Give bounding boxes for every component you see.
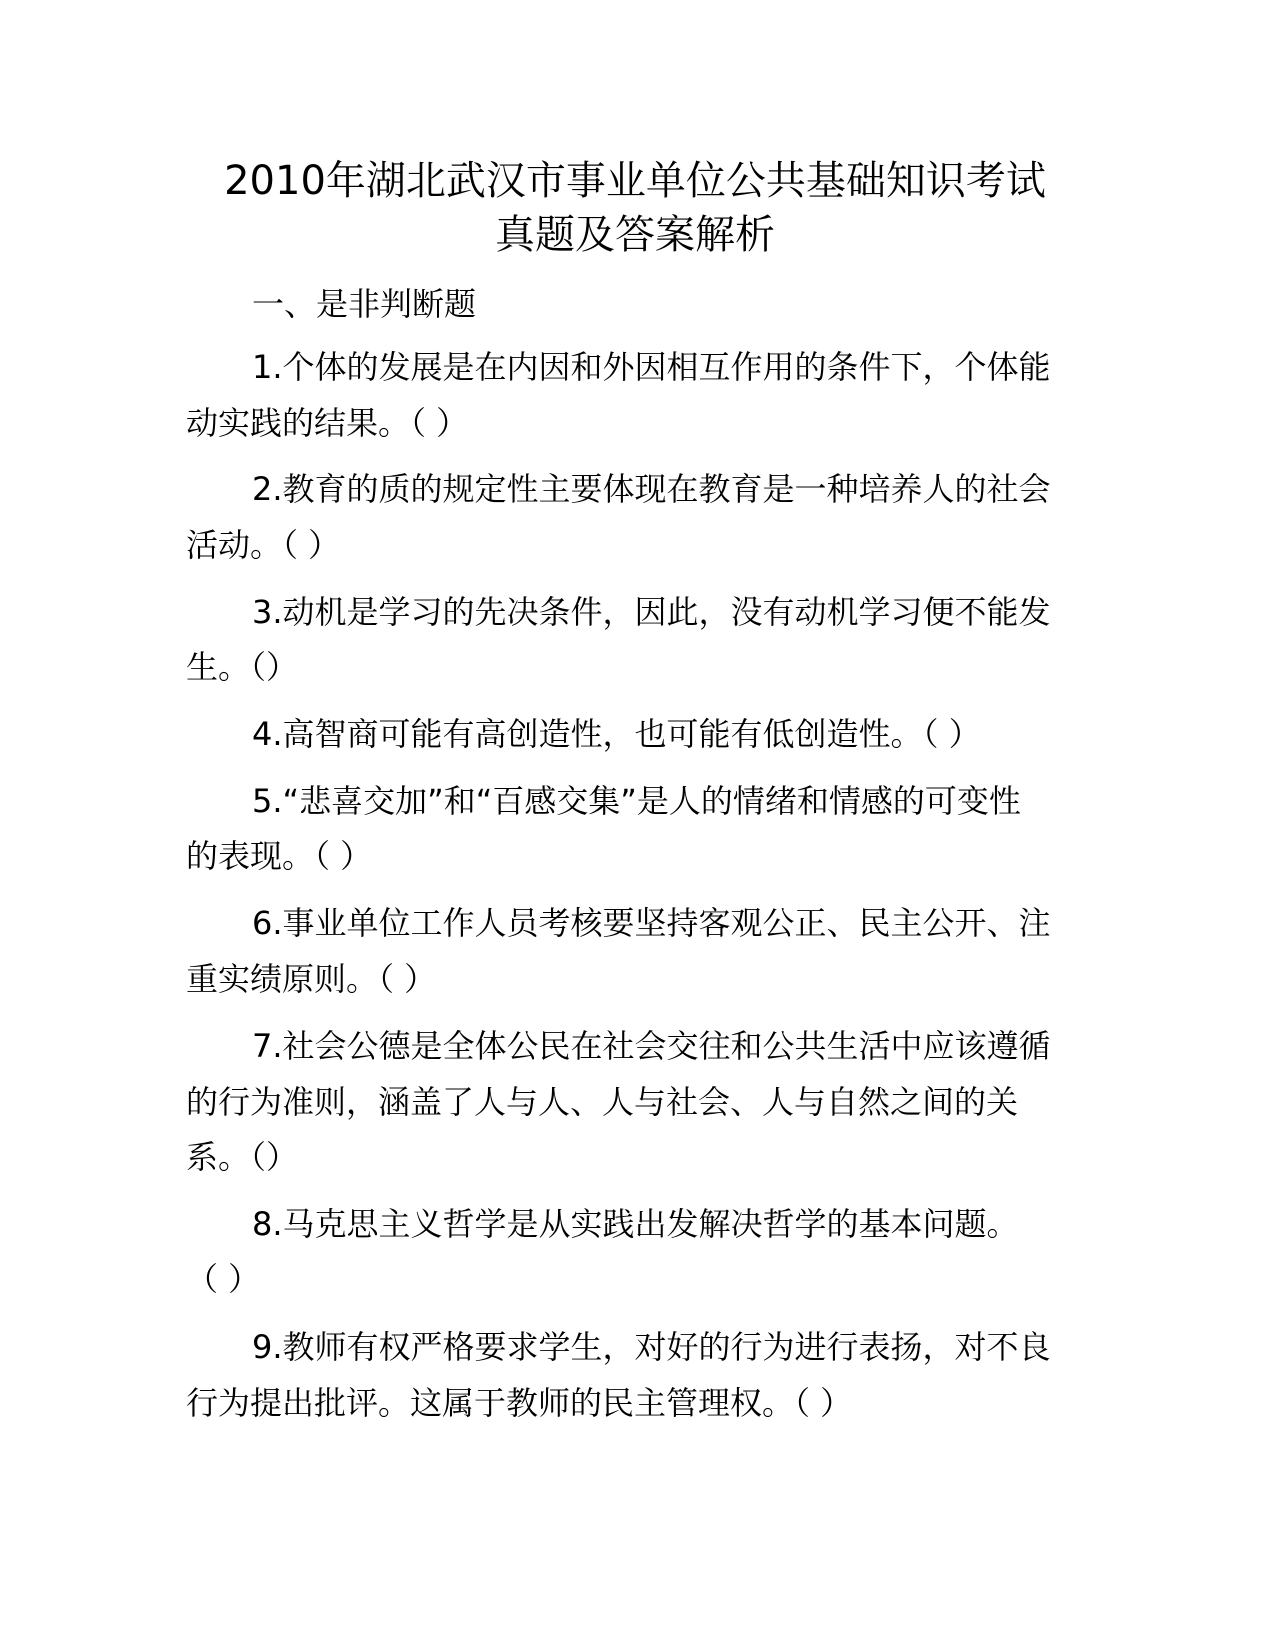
question-8-line-2: （ ）	[186, 1260, 261, 1298]
question-9-line-1: 9.教师有权严格要求学生，对好的行为进行表扬，对不良	[252, 1328, 1051, 1366]
question-4-line-1: 4.高智商可能有高创造性，也可能有低创造性。（ ）	[252, 715, 981, 753]
question-8-line-1: 8.马克思主义哲学是从实践出发解决哲学的基本问题。	[252, 1205, 1019, 1243]
question-2-line-2: 活动。（ ）	[186, 526, 341, 564]
question-6-line-2: 重实绩原则。（ ）	[186, 960, 437, 998]
question-7-line-3: 系。（）	[186, 1138, 299, 1176]
question-3-line-1: 3.动机是学习的先决条件，因此，没有动机学习便不能发	[252, 593, 1051, 631]
question-7-line-1: 7.社会公德是全体公民在社会交往和公共生活中应该遵循	[252, 1027, 1051, 1065]
question-5-line-2: 的表现。（ ）	[186, 837, 373, 875]
question-1-line-2: 动实践的结果。（ ）	[186, 404, 469, 442]
document-title-line-2: 真题及答案解析	[495, 212, 775, 258]
question-9-line-2: 行为提出批评。这属于教师的民主管理权。（ ）	[186, 1384, 853, 1422]
question-2-line-1: 2.教育的质的规定性主要体现在教育是一种培养人的社会	[252, 470, 1051, 508]
section-heading: 一、是非判断题	[252, 285, 477, 323]
question-6-line-1: 6.事业单位工作人员考核要坚持客观公正、民主公开、注	[252, 904, 1051, 942]
question-1-line-1: 1.个体的发展是在内因和外因相互作用的条件下，个体能	[252, 348, 1051, 386]
document-title-line-1: 2010年湖北武汉市事业单位公共基础知识考试	[224, 158, 1046, 204]
question-3-line-2: 生。（）	[186, 648, 299, 686]
question-7-line-2: 的行为准则，涵盖了人与人、人与社会、人与自然之间的关	[186, 1083, 1019, 1121]
question-5-line-1: 5.“悲喜交加”和“百感交集”是人的情绪和情感的可变性	[252, 782, 1021, 820]
